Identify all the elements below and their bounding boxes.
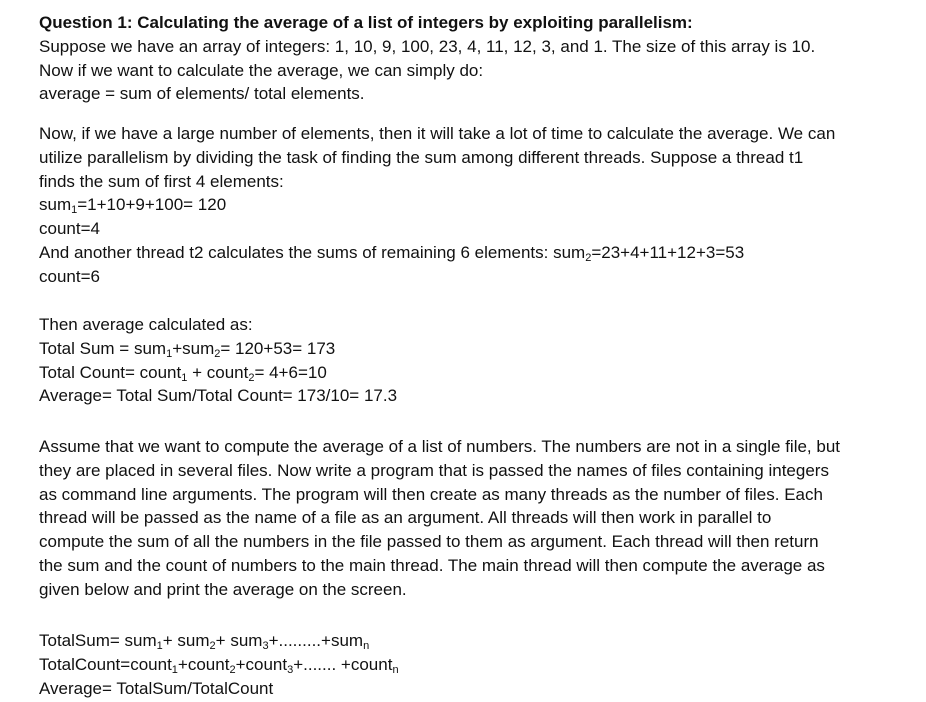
sum1-line: sum$_1$=1+10+9+100= 120 [39,195,227,217]
question-1-section [39,11,899,106]
para4-line-5: compute the sum of all the numbers in the file passed to them as argument. Each thread will then return [39,532,819,552]
total-sum-line: Total Sum = sum$_1$+sum$_2$= 120+53= 173 [39,338,336,360]
para4-line-6: the sum and the count of numbers to the main thread. The main thread will then compute the average as [39,555,825,575]
intro-line-1: Suppose we have an array of integers: 1, 10, 9, 100, 23, 4, 11, 12, 3, and 1. The size of this array is 10. [39,36,816,56]
thread-t2-line: And another thread t2 calculates the sums of remaining 6 elements: sum$_2$=23+4+11+12+3=53 [39,242,745,264]
intro-line-2: Now if we want to calculate the average, we can simply do: [39,60,484,80]
question-title: Question 1: Calculating the average of a list of integers by exploiting parallelism: [39,13,693,32]
formula-total-count: TotalCount=count$_1$+count$_2$+count$_3$+....... +count$_n$ [39,654,399,676]
para2-line-1: Now, if we have a large number of elements, then it will take a lot of time to calculate the average. We can [39,124,836,143]
formulas-section [39,629,899,700]
para4-line-1: Assume that we want to compute the average of a list of numbers. The numbers are not in a single file, but [39,437,841,456]
para4-line-4: thread will be passed as the name of a file as an argument. All threads will then work in parallel to [39,508,772,528]
para2-line-3: finds the sum of first 4 elements: [39,171,284,191]
total-count-line: Total Count= count$_1$ + count$_2$= 4+6=10 [39,362,327,384]
parallelism-paragraph [39,122,899,289]
intro-line-3: average = sum of elements/ total elements. [39,84,365,104]
average-line: Average= Total Sum/Total Count= 173/10= 17.3 [39,386,398,406]
para2-line-2: utilize parallelism by dividing the task of finding the sum among different threads. Suppose a thread t1 [39,147,804,167]
para4-line-3: as command line arguments. The program will then create as many threads as the number of files. Each [39,484,823,504]
average-calculation [39,313,899,408]
formula-average: Average= TotalSum/TotalCount [39,678,274,698]
para4-line-2: they are placed in several files. Now write a program that is passed the names of files containing integers [39,460,829,480]
formula-total-sum: TotalSum= sum$_1$+ sum$_2$+ sum$_3$+.........+sum$_n$ [39,631,370,652]
para4-line-7: given below and print the average on the screen. [39,579,407,599]
count2-line: count=6 [39,266,100,286]
assignment-paragraph [39,435,899,602]
para3-intro: Then average calculated as: [39,315,253,334]
count1-line: count=4 [39,219,100,239]
